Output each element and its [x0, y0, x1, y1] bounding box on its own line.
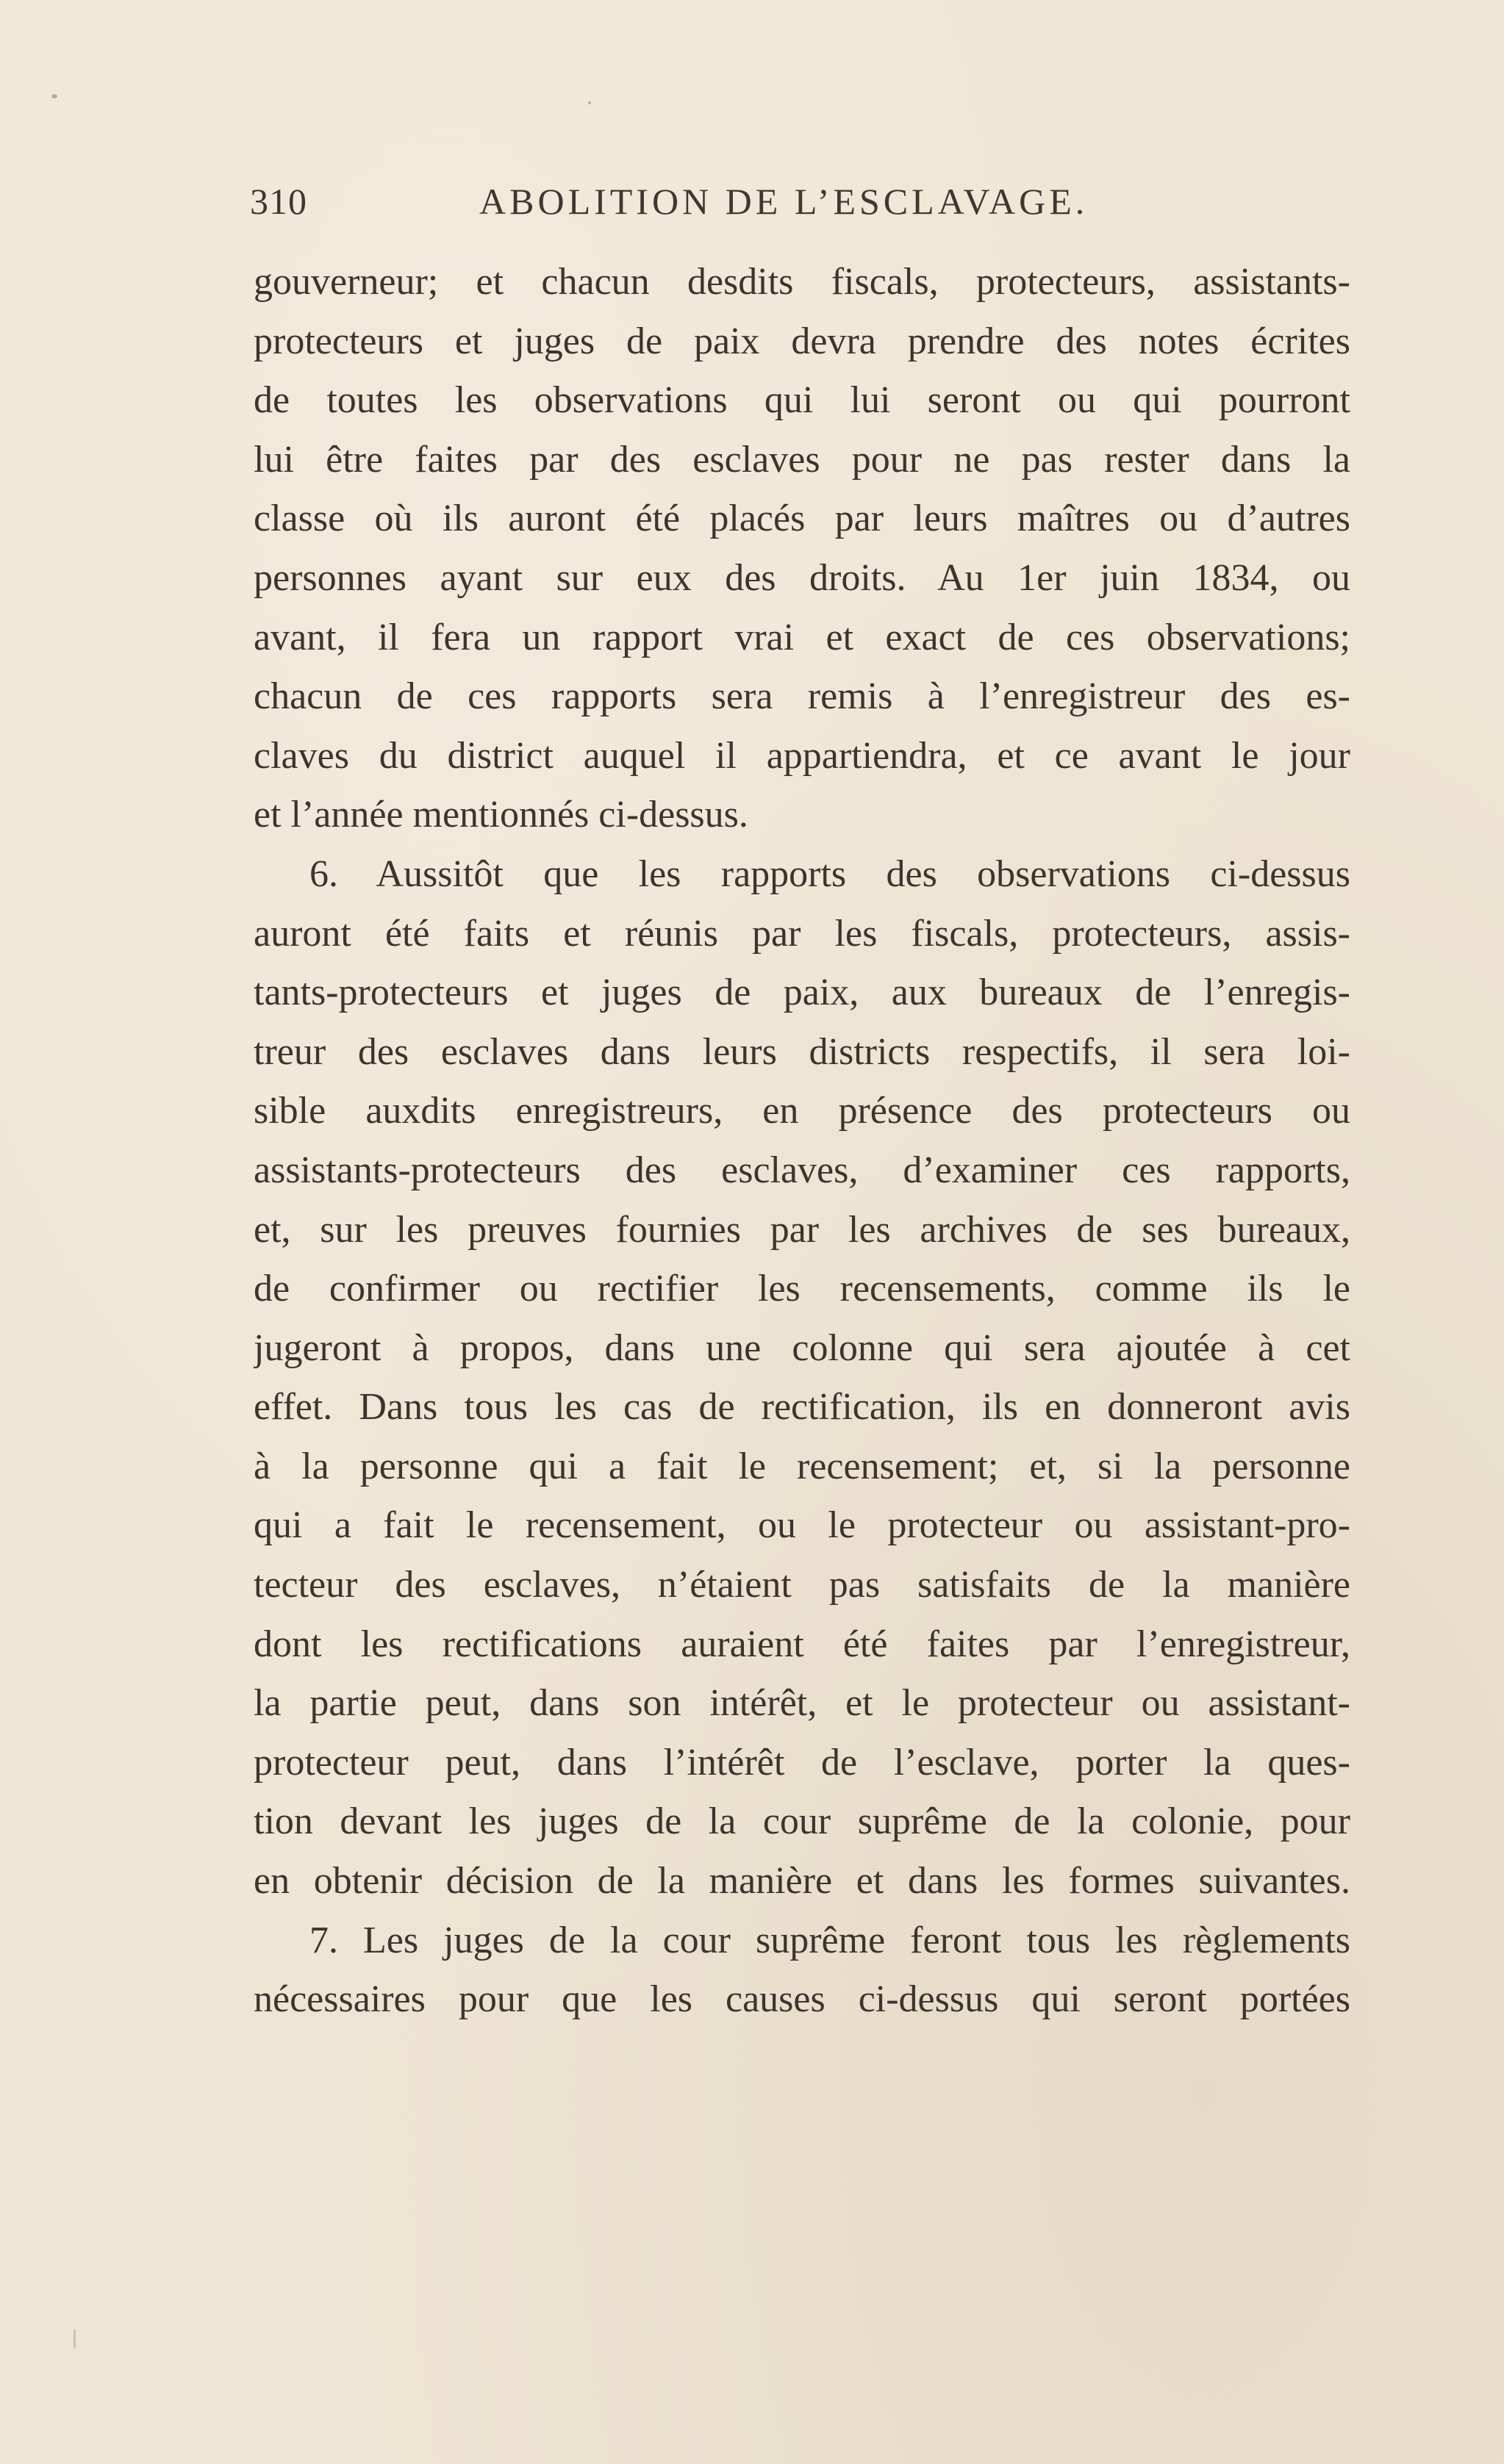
- text-line: avant, il fera un rapport vrai et exact de ces observations;: [254, 616, 1350, 658]
- text-line: personnes ayant sur eux des droits. Au 1er juin 1834, ou: [254, 556, 1350, 599]
- running-head: ABOLITION DE L’ESCLAVAGE.: [479, 181, 1089, 222]
- section-6-start-line: 6. Aussitôt que les rapports des observations ci-dessus: [309, 852, 1350, 895]
- page-number: 310: [250, 181, 307, 222]
- text-line: la partie peut, dans son intérêt, et le protecteur ou assistant-: [254, 1682, 1350, 1725]
- paragraph-end-line: en obtenir décision de la manière et dans les formes suivantes.: [254, 1860, 1350, 1903]
- text-line: nécessaires pour que les causes ci-dessus qui seront portées: [254, 1978, 1350, 2021]
- text-line: jugeront à propos, dans une colonne qui sera ajoutée à cet: [254, 1326, 1350, 1369]
- paper-speck: [588, 101, 591, 104]
- text-line: lui être faites par des esclaves pour ne pas rester dans la: [254, 438, 1350, 481]
- text-line: et, sur les preuves fournies par les archives de ses bureaux,: [254, 1208, 1350, 1251]
- paragraph-end-line: et l’année mentionnés ci-dessus.: [254, 794, 748, 836]
- text-line: tants-protecteurs et juges de paix, aux bureaux de l’enregis-: [254, 971, 1350, 1014]
- text-line: auront été faits et réunis par les fiscals, protecteurs, assis-: [254, 912, 1350, 955]
- text-line: classe où ils auront été placés par leurs maîtres ou d’autres: [254, 498, 1350, 540]
- text-line: assistants-protecteurs des esclaves, d’examiner ces rapports,: [254, 1149, 1350, 1191]
- text-line: claves du district auquel il appartiendra, et ce avant le jour: [254, 734, 1350, 777]
- page-header: [250, 180, 1132, 239]
- text-line: sible auxdits enregistreurs, en présence des protecteurs ou: [254, 1090, 1350, 1132]
- text-line: tion devant les juges de la cour suprême de la colonie, pour: [254, 1800, 1350, 1843]
- text-line: protecteur peut, dans l’intérêt de l’esclave, porter la ques-: [254, 1741, 1350, 1784]
- paper-speck: [51, 94, 57, 98]
- text-line: qui a fait le recensement, ou le protecteur ou assistant-pro-: [254, 1504, 1350, 1547]
- text-line: tecteur des esclaves, n’étaient pas satisfaits de la manière: [254, 1564, 1350, 1606]
- text-line: à la personne qui a fait le recensement; et, si la personne: [254, 1445, 1350, 1487]
- section-7-start-line: 7. Les juges de la cour suprême feront tous les règlements: [309, 1919, 1350, 1961]
- text-line: de toutes les observations qui lui seront ou qui pourront: [254, 379, 1350, 422]
- text-line: treur des esclaves dans leurs districts respectifs, il sera loi-: [254, 1030, 1350, 1073]
- text-line: gouverneur; et chacun desdits fiscals, protecteurs, assistants-: [254, 261, 1350, 303]
- paper-speck: [74, 2330, 76, 2349]
- body-text: [254, 253, 1350, 2030]
- text-line: chacun de ces rapports sera remis à l’enregistreur des es-: [254, 675, 1350, 718]
- text-line: protecteurs et juges de paix devra prendre des notes écrites: [254, 320, 1350, 362]
- text-line: effet. Dans tous les cas de rectification, ils en donneront avis: [254, 1386, 1350, 1429]
- text-line: de confirmer ou rectifier les recensements, comme ils le: [254, 1268, 1350, 1310]
- text-line: dont les rectifications auraient été faites par l’enregistreur,: [254, 1623, 1350, 1665]
